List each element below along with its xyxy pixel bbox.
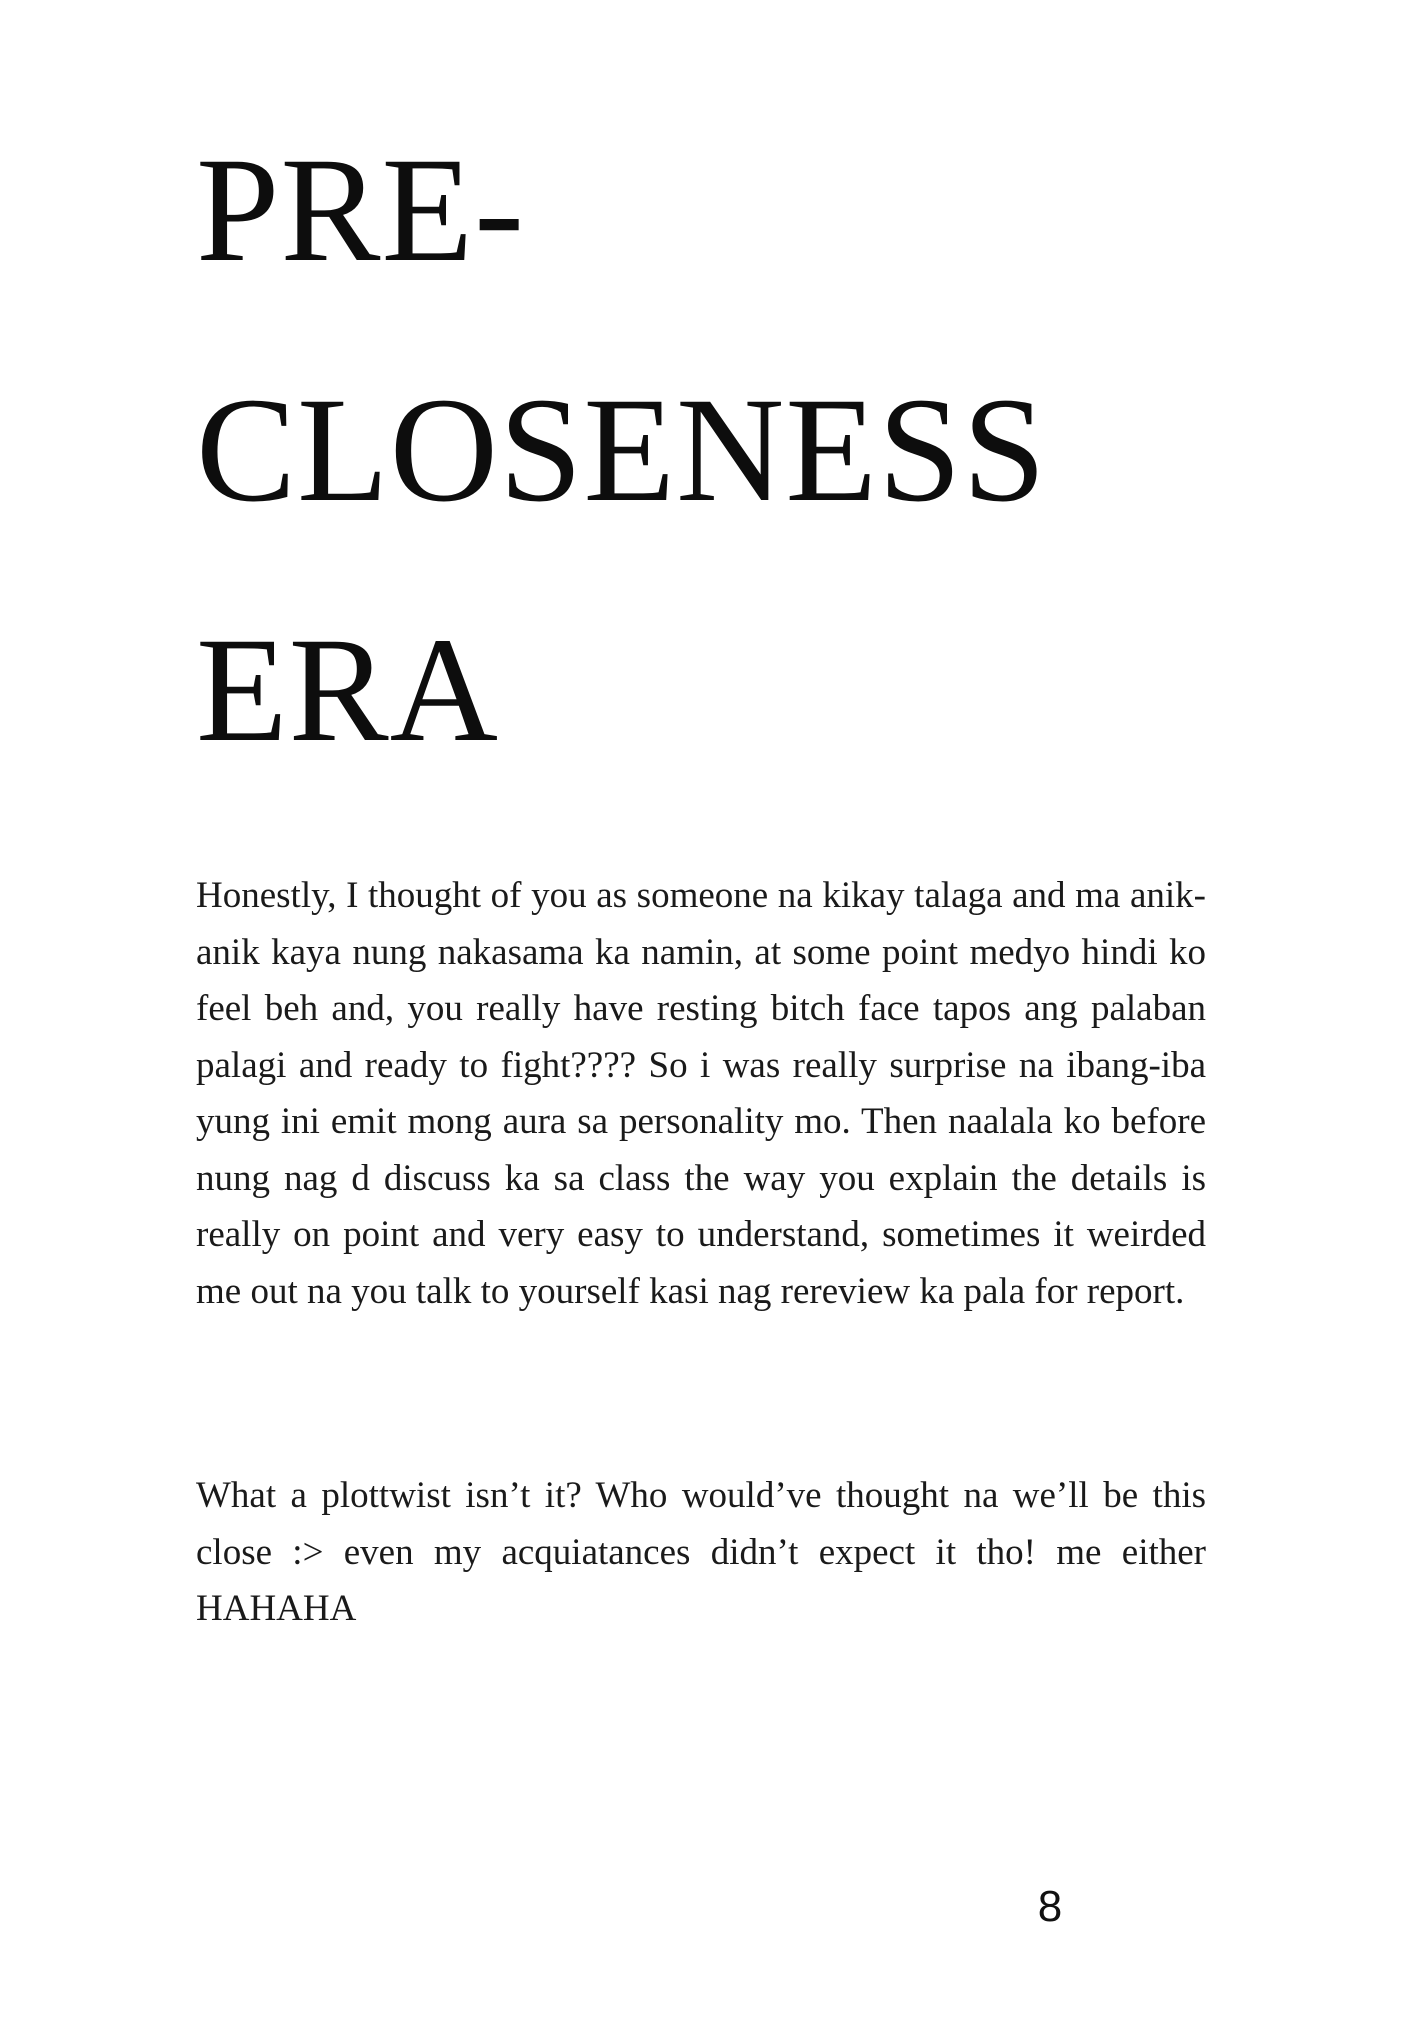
page-title: [196, 90, 1296, 810]
title-line-2: CLOSENESS: [196, 367, 1047, 533]
title-line-1: PRE-: [196, 127, 526, 293]
paragraph-1: Honestly, I thought of you as someone na kikay talaga and ma anik-anik kaya nung nakasama ka namin, at some point medyo hindi ko feel beh and, you really have resting bitch face tapos ang palaban palagi and ready to fight???? So i was really surprise na ibang-iba yung ini emit mong aura sa personality mo. Then naalala ko before nung nag d discuss ka sa class the way you explain the details is really on point and very easy to understand, sometimes it weirded me out na you talk to yourself kasi nag rereview ka pala for report.: [196, 875, 1206, 1312]
paragraph-2: What a plottwist isn’t it? Who would’ve thought na we’ll be this close :> even my acquiatances didn’t expect it tho! me either HAHAHA: [196, 1475, 1206, 1629]
title-line-3: ERA: [196, 607, 499, 773]
page-number: 8: [1037, 1882, 1063, 1931]
